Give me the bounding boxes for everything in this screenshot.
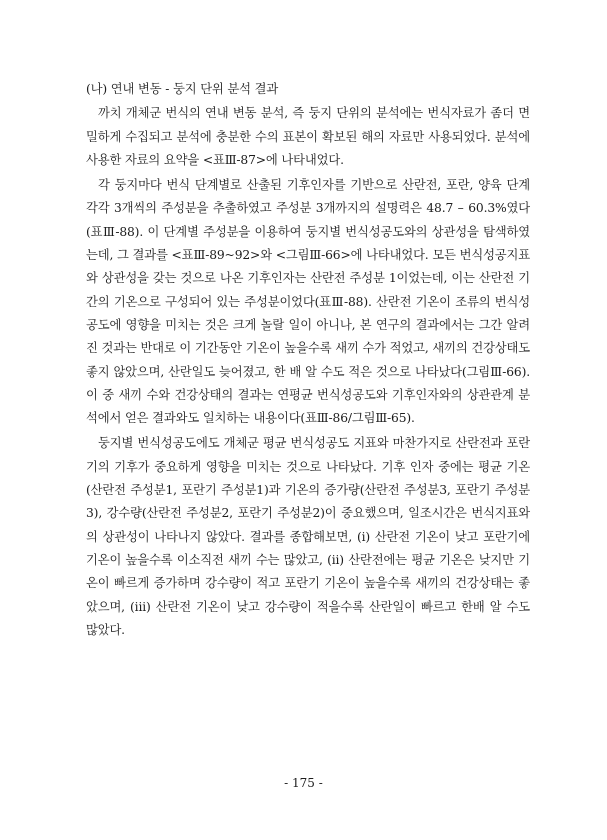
paragraph-principal-components: 각 둥지마다 번식 단계별로 산출된 기후인자를 기반으로 산란전, 포란, 양육 단계 각각 3개씩의 주성분을 추출하였고 주성분 3개까지의 설명력은 48.7 – 60.3%였다(표Ⅲ-88). 이 단계별 주성분을 이용하여 둥지별 번식성공도와의 상관성을 탐색하였는데, 그 결과를 <표Ⅲ-89~92>와 <그림Ⅲ-66>에 나타내었다. 모든 번식성공지표와 상관성을 갖는 것으로 나온 기후인자는 산란전 주성분 1이었는데, 이는 산란전 기간의 기온으로 구성되어 있는 주성분이었다(표Ⅲ-88). 산란전 기온이 조류의 번식성공도에 영향을 미치는 것은 크게 놀랄 일이 아니나, 본 연구의 결과에서는 그간 알려진 것과는 반대로 이 기간동안 기온이 높을수록 새끼 수가 적었고, 새끼의 건강상태도 좋지 않았으며, 산란일도 늦어졌고, 한 배 알 수도 적은 것으로 나타났다(그림Ⅲ-66). 이 중 새끼 수와 건강상태의 결과는 연평균 번식성공도와 기후인자와의 상관관계 분석에서 얻은 결과와도 일치하는 내용이다(표Ⅲ-86/그림Ⅲ-65). [86,178,530,426]
paragraph-nest-success-results: 둥지별 번식성공도에도 개체군 평균 번식성공도 지표와 마찬가지로 산란전과 포란기의 기후가 중요하게 영향을 미치는 것으로 나타났다. 기후 인자 중에는 평균 기온(산란전 주성분1, 포란기 주성분1)과 기온의 증가량(산란전 주성분3, 포란기 주성분3), 강수량(산란전 주성분2, 포란기 주성분2)이 중요했으며, 일조시간은 번식지표와의 상관성이 나타나지 않았다. 결과를 종합해보면, (i) 산란전 기온이 낮고 포란기에 기온이 높을수록 이소직전 새끼 수는 많았고, (ii) 산란전에는 평균 기온은 낮지만 기온이 빠르게 증가하며 강수량이 적고 포란기 기온이 높을수록 새끼의 건강상태는 좋았으며, (iii) 산란전 기온이 낮고 강수량이 적을수록 산란일이 빠르고 한배 알 수도 많았다. [86,436,530,637]
paragraph-data-summary: 까치 개체군 번식의 연내 변동 분석, 즉 둥지 단위의 분석에는 번식자료가 좀더 면밀하게 수집되고 분석에 충분한 수의 표본이 확보된 해의 자료만 사용되었다. 분석에 사용한 자료의 요약을 <표Ⅲ-87>에 나타내었다. [86,106,530,167]
section-heading: (나) 연내 변동 - 둥지 단위 분석 결과 [86,82,279,96]
page-number: - 175 - [284,776,323,790]
body-text [86,78,530,644]
